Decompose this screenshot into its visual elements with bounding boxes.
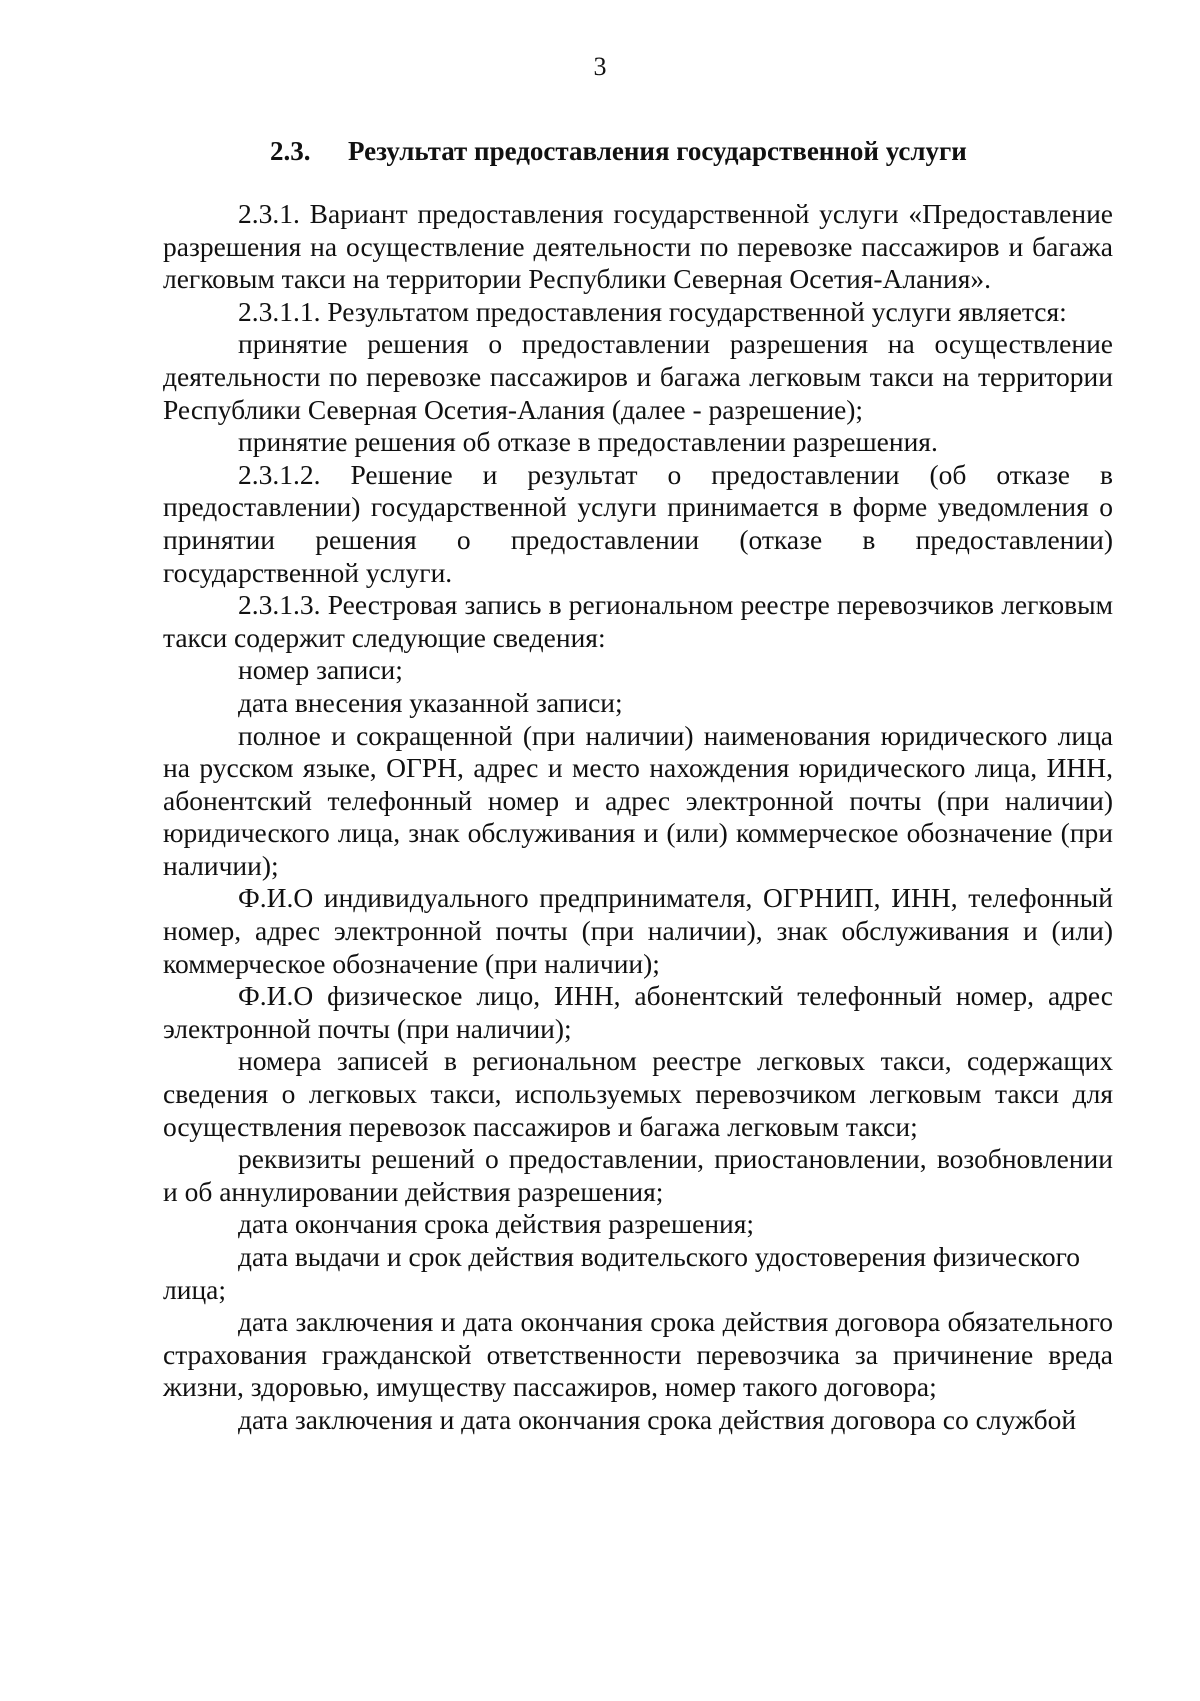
paragraph: принятие решения о предоставлении разрешения на осуществление деятельности по перевозке пассажиров и багажа легковым такси на территории Республики Северная Осетия-Алания (далее - разрешение); — [163, 328, 1113, 425]
paragraph: принятие решения об отказе в предоставлении разрешения. — [238, 426, 938, 458]
paragraph: номер записи; — [238, 654, 403, 686]
paragraph: полное и сокращенной (при наличии) наименования юридического лица на русском языке, ОГРН, адрес и место нахождения юридического лица, ИНН, абонентский телефонный номер и адрес электронной почты (при наличии) юридического лица, знак обслуживания и (или) коммерческое обозначение (при наличии); — [163, 719, 1113, 881]
section-heading — [270, 136, 967, 167]
paragraph: номера записей в региональном реестре легковых такси, содержащих сведения о легковых такси, используемых перевозчиком легковым такси для осуществления перевозок пассажиров и багажа легковым такси; — [163, 1045, 1113, 1142]
page-number: 3 — [593, 52, 607, 81]
document-body — [163, 198, 1113, 1437]
paragraph: дата окончания срока действия разрешения; — [238, 1208, 755, 1240]
paragraph: лица; — [163, 1273, 227, 1305]
paragraph: Ф.И.О физическое лицо, ИНН, абонентский телефонный номер, адрес электронной почты (при наличии); — [163, 980, 1113, 1044]
paragraph: дата выдачи и срок действия водительского удостоверения физического — [238, 1241, 1080, 1272]
paragraph: 2.3.1.2. Решение и результат о предоставлении (об отказе в предоставлении) государственной услуги принимается в форме уведомления о принятии решения о предоставлении (отказе в предоставлении) государственной услуги. — [163, 458, 1113, 588]
section-title: Результат предоставления государственной услуги — [348, 136, 967, 166]
paragraph: Ф.И.О индивидуального предпринимателя, ОГРНИП, ИНН, телефонный номер, адрес электронной почты (при наличии), знак обслуживания и (или) коммерческое обозначение (при наличии); — [163, 882, 1113, 979]
paragraph: реквизиты решений о предоставлении, приостановлении, возобновлении и об аннулировании действия разрешения; — [163, 1143, 1113, 1207]
paragraph: 2.3.1. Вариант предоставления государственной услуги «Предоставление разрешения на осуществление деятельности по перевозке пассажиров и багажа легковым такси на территории Республики Северная Осетия-Алания». — [163, 198, 1113, 295]
paragraph: 2.3.1.1. Результатом предоставления государственной услуги является: — [238, 295, 1067, 327]
paragraph: 2.3.1.3. Реестровая запись в региональном реестре перевозчиков легковым такси содержит следующие сведения: — [163, 589, 1113, 653]
paragraph: дата внесения указанной записи; — [238, 686, 623, 718]
paragraph: дата заключения и дата окончания срока действия договора обязательного страхования гражданской ответственности перевозчика за причинение вреда жизни, здоровью, имуществу пассажиров, номер такого договора; — [163, 1306, 1113, 1403]
paragraph: дата заключения и дата окончания срока действия договора со службой — [238, 1403, 1077, 1435]
section-number: 2.3. — [270, 136, 311, 166]
